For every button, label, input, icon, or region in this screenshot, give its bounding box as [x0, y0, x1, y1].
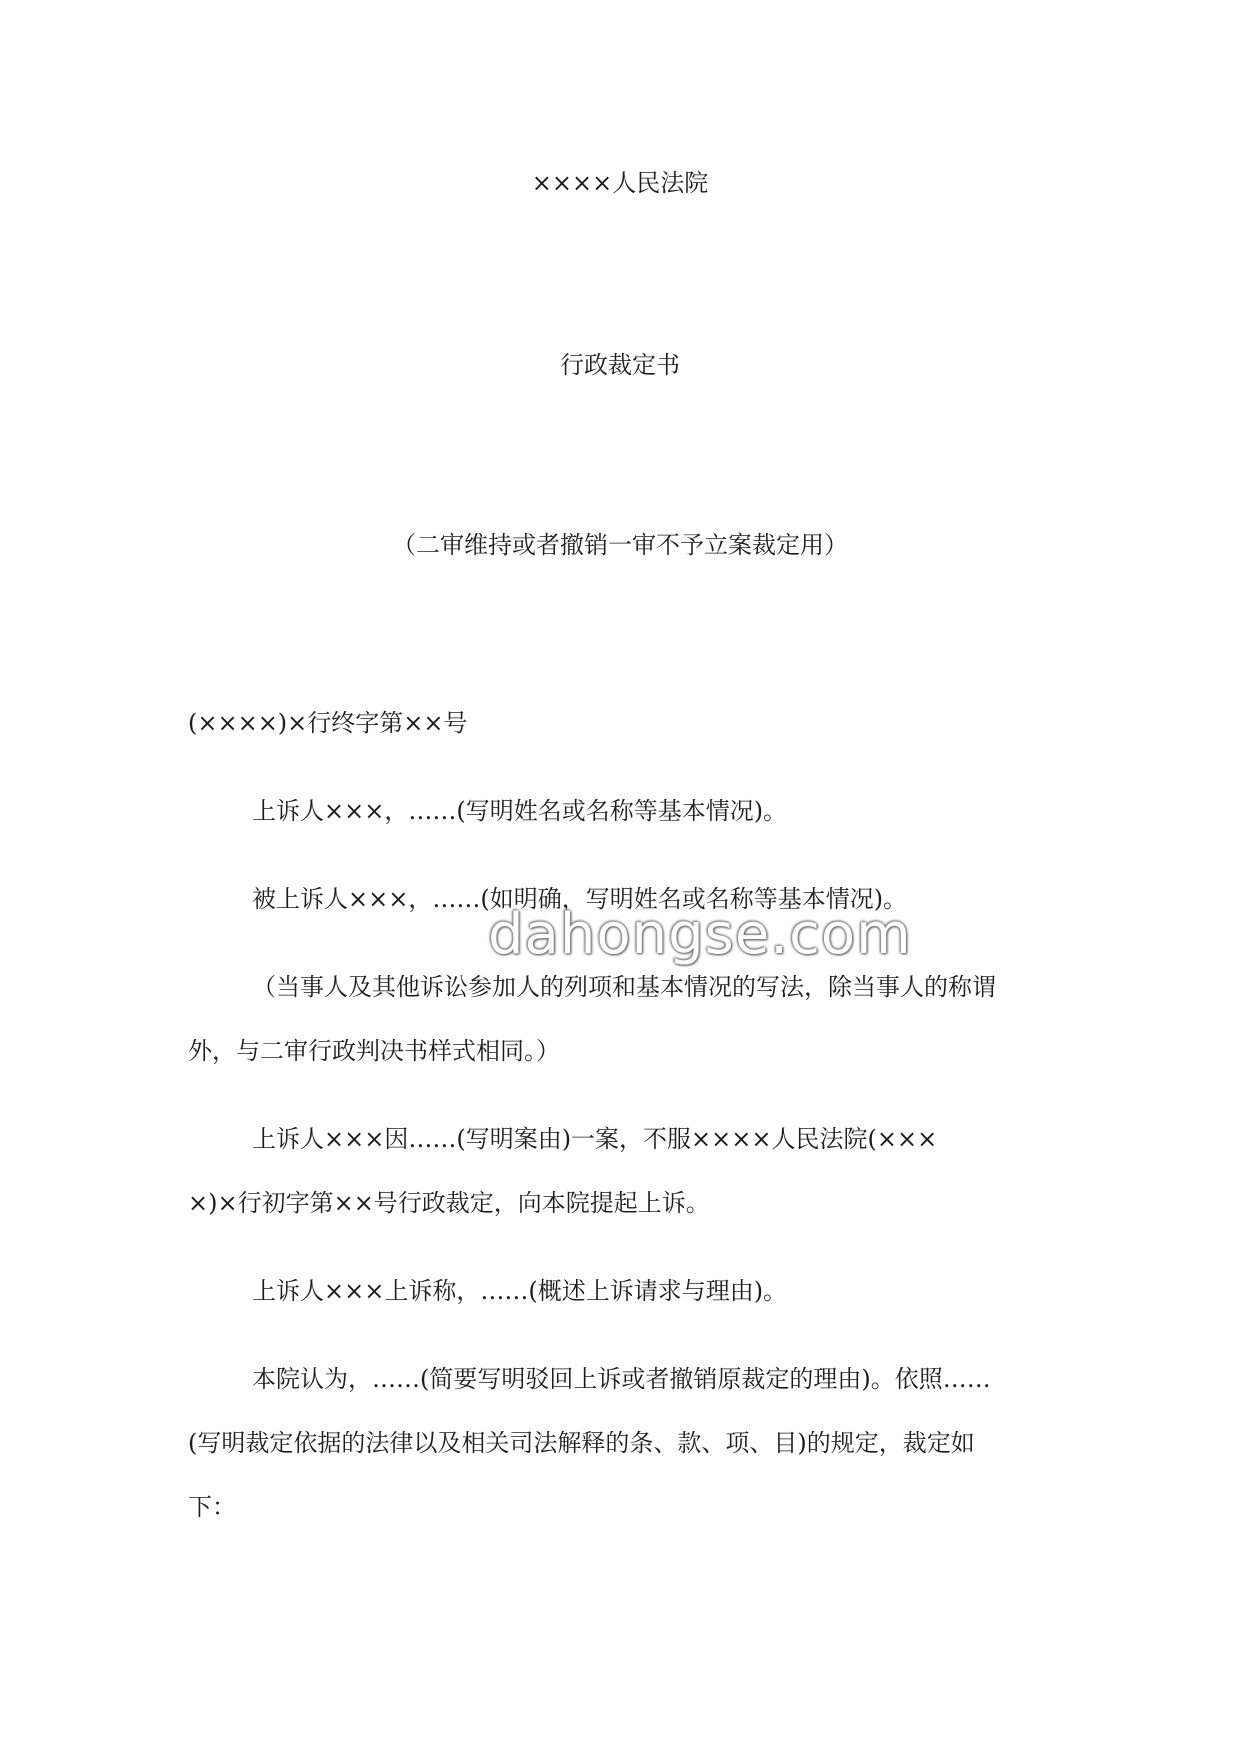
paragraph-appeal-origin-line-1: 上诉人×××因……(写明案由)一案，不服××××人民法院(×××: [252, 1125, 938, 1153]
document-subtitle: （二审维持或者撤销一审不予立案裁定用）: [392, 531, 848, 559]
paragraph-party-note-line-2: 外，与二审行政判决书样式相同。）: [188, 1037, 560, 1065]
watermark: dahongse.com: [488, 902, 912, 967]
paragraph-appellee: 被上诉人×××，……(如明确，写明姓名或名称等基本情况)。: [252, 885, 908, 913]
paragraph-court-opinion-line-2: (写明裁定依据的法律以及相关司法解释的条、款、项、目)的规定，裁定如: [188, 1429, 975, 1457]
paragraph-appeal-claims: 上诉人×××上诉称，……(概述上诉请求与理由)。: [252, 1277, 788, 1305]
paragraph-court-opinion-line-3: 下：: [188, 1493, 236, 1521]
paragraph-appeal-origin-line-2: ×)×行初字第××号行政裁定，向本院提起上诉。: [188, 1189, 710, 1217]
paragraph-appellant: 上诉人×××，……(写明姓名或名称等基本情况)。: [252, 797, 788, 825]
paragraph-court-opinion-line-1: 本院认为，……(简要写明驳回上诉或者撤销原裁定的理由)。依照……: [252, 1365, 991, 1393]
case-number: (××××)×行终字第××号: [188, 709, 468, 737]
paragraph-party-note-line-1: （当事人及其他诉讼参加人的列项和基本情况的写法，除当事人的称谓: [252, 973, 996, 1001]
court-name-heading: ××××人民法院: [531, 169, 709, 197]
document-type-title: 行政裁定书: [560, 351, 680, 379]
